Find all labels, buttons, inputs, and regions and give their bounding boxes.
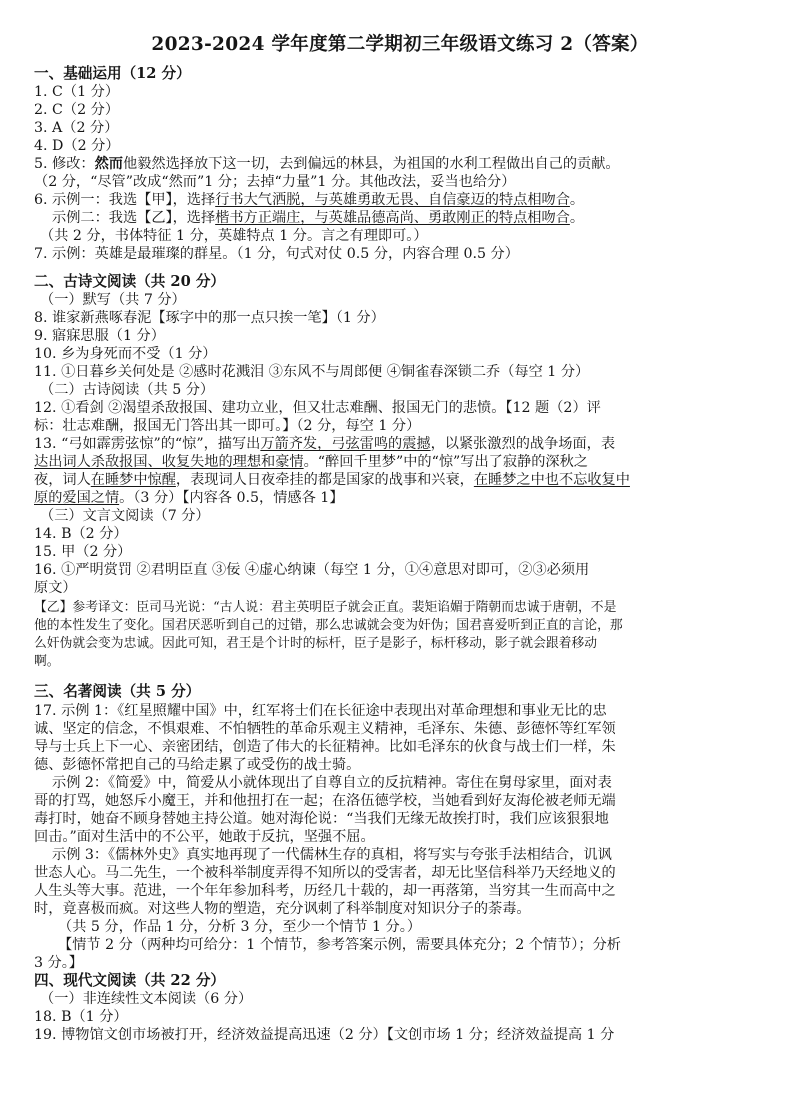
q13-l1-text-b: ，以紧张激烈的战争场面，表 (430, 436, 616, 452)
answer-q9: 9. 寤寐思服（1 分） (34, 328, 165, 344)
answer-q6-example-2 (52, 209, 800, 227)
answer-q12-line-2: 标：壮志难酬，报国无门答出其一即可。】（2 分，每空 1 分） (34, 418, 421, 434)
q13-l4-text: 。（3 分）【内容各 0.5，情感各 1】 (119, 490, 344, 506)
answer-q19: 19. 博物馆文创市场被打开，经济效益提高迅速（2 分）【文创市场 1 分；经济效益提高 1 分 (34, 1027, 615, 1043)
answer-q14: 14. B（2 分） (34, 526, 128, 542)
answer-q2: 2. C（2 分） (34, 102, 120, 118)
q6-example-1-prefix: 6. 示例一：我选【甲】，选择 (34, 192, 216, 208)
answer-q11: 11. ①日暮乡关何处是 ②感时花溅泪 ③东风不与周郎便 ④铜雀春深锁二乔（每空 1 分） (34, 364, 590, 380)
answer-q16-line-1: 16. ①严明赏罚 ②君明臣直 ③佞 ④虚心纳谏（每空 1 分，①④意思对即可，②③必须用 (34, 562, 590, 578)
q6-example-2-underlined: 楷书方正端庄，与英雄品德高尚、勇敢刚正的特点相吻合 (215, 210, 570, 226)
section-4-heading: 四、现代文阅读（共 22 分） (34, 972, 226, 989)
example-3-line-4: 时，竟喜极而疯。对这些人物的塑造，充分讽刺了科举制度对知识分子的荼毒。 (34, 901, 531, 917)
q13-l2-underlined: 达出词人杀敌报国、收复失地的理想和豪情 (34, 454, 304, 470)
q13-l3-text-a: 夜，词人 (34, 472, 91, 488)
translation-line-4: 啊。 (34, 654, 60, 669)
answer-q16-line-2: 原文） (34, 580, 77, 596)
answer-q7: 7. 示例：英雄是最璀璨的群星。（1 分，句式对仗 0.5 分，内容合理 0.5 分） (34, 246, 519, 262)
section-2-sub-2: （二）古诗阅读（共 5 分） (40, 382, 215, 398)
example-3-line-2: 世态人心。马二先生，一个被科举制度弄得不知所以的受害者，却无比坚信科举乃天经地义的 (34, 865, 616, 881)
example-2-line-4: 回击。”面对生活中的不公平，她敢于反抗，坚强不屈。 (34, 829, 375, 845)
q13-l4-underlined: 原的爱国之情 (34, 490, 120, 506)
q6-example-1-underlined: 行书大气洒脱，与英雄勇敢无畏、自信豪迈的特点相吻合 (215, 192, 570, 208)
section-4-sub-1: （一）非连续性文本阅读（6 分） (40, 991, 253, 1007)
q13-l1-text-a: 13. “弓如霹雳弦惊”的“惊”，描写出 (34, 436, 261, 452)
answer-q1: 1. C（1 分） (34, 84, 120, 100)
example-2-line-2: 哥的打骂，她怒斥小魔王，并和他扭打在一起；在洛伍德学校，当她看到好友海伦被老师无端 (34, 793, 616, 809)
q13-l3-underlined: 在睡梦中惊醒 (90, 472, 176, 488)
section-3-note-2-line-2: 3 分。】 (34, 955, 83, 971)
q13-l1-underlined: 万箭齐发，弓弦雷鸣的震撼 (260, 436, 431, 452)
section-2-heading: 二、古诗文阅读（共 20 分） (34, 273, 226, 290)
translation-line-3: 么奸伪就会变为忠诚。因此可知，君王是个计时的标杆，臣子是影子，标杆移动，影子就会跟着移动 (34, 636, 598, 651)
answer-q13-line-1 (34, 435, 786, 453)
translation-line-1: 【乙】参考译文：臣司马光说：“古人说：君主英明臣子就会正直。裴矩谄媚于隋朝而忠诚于唐朝，不是 (34, 600, 617, 615)
translation-line-2: 他的本性发生了变化。国君厌恶听到自己的过错，那么忠诚就会变为奸伪；国君喜爱听到正直的言论，那 (34, 618, 623, 633)
example-1-line-2: 诚、坚定的信念，不惧艰难、不怕牺牲的革命乐观主义精神，毛泽东、朱德、彭德怀等红军领 (34, 721, 616, 737)
example-2-line-1: 示例 2：《简爱》中，简爱从小就体现出了自尊自立的反抗精神。寄住在舅母家里，面对表 (52, 775, 612, 791)
q5-sentence: 他毅然选择放下这一切，去到偏远的林县，为祖国的水利工程做出自己的贡献。 (123, 156, 620, 172)
example-1-line-3: 导与士兵上下一心、亲密团结，创造了伟大的长征精神。比如毛泽东的伙食与战士们一样，朱 (34, 739, 616, 755)
answer-q6-example-1 (34, 191, 786, 209)
section-3-heading: 三、名著阅读（共 5 分） (34, 683, 201, 700)
q13-l3-underlined-2: 在睡梦之中也不忘收复中 (473, 472, 630, 488)
answer-q18: 18. B（1 分） (34, 1009, 128, 1025)
q6-example-2-prefix: 示例二：我选【乙】，选择 (52, 210, 216, 226)
answer-q3: 3. A（2 分） (34, 120, 119, 136)
answer-q6-note: （共 2 分，书体特征 1 分，英雄特点 1 分。言之有理即可。） (40, 228, 428, 244)
section-3-note-2-line-1: 【情节 2 分（两种均可给分：1 个情节，参考答案示例，需要具体充分；2 个情节）；分析 (58, 937, 621, 953)
q6-example-1-end: 。 (569, 192, 585, 208)
example-3-line-3: 人生头等大事。范进，一个年年参加科考，历经几十载的，却一再落第，当穷其一生而高中之 (34, 883, 616, 899)
answer-q12-line-1: 12. ①看剑 ②渴望杀敌报国、建功立业，但又壮志难酬、报国无门的悲愤。【12 题（2）评 (34, 400, 601, 416)
section-3-note-1: （共 5 分，作品 1 分，分析 3 分，至少一个情节 1 分。） (58, 919, 422, 935)
answer-q15: 15. 甲（2 分） (34, 544, 132, 560)
answer-q13-line-3 (34, 471, 786, 489)
section-1-heading: 一、基础运用（12 分） (34, 65, 191, 82)
example-1-line-4: 德、彭德怀常把自己的马给走累了或受伤的战士骑。 (34, 757, 361, 773)
example-1-line-1: 17. 示例 1：《红星照耀中国》中，红军将士们在长征途中表现出对革命理想和事业无比的忠 (34, 703, 607, 719)
example-2-line-3: 毒打时，她奋不顾身替她主持公道。她对海伦说：“当我们无缘无故挨打时，我们应该狠狠地 (34, 811, 609, 827)
q5-bold-word: 然而 (94, 156, 123, 172)
document-title: 2023-2024 学年度第二学期初三年级语文练习 2（答案） (151, 34, 649, 55)
q13-l2-text: 。“醉回千里梦”中的“惊”写出了寂静的深秋之 (303, 454, 588, 470)
section-2-sub-3: （三）文言文阅读（7 分） (40, 508, 210, 524)
section-2-sub-1: （一）默写（共 7 分） (40, 292, 186, 308)
answer-q13-line-2 (34, 453, 786, 471)
answer-q13-line-4 (34, 489, 786, 507)
q6-example-2-end: 。 (569, 210, 585, 226)
q13-l3-text-b: ，表现词人日夜牵挂的都是国家的战事和兴衰， (175, 472, 474, 488)
answer-q8: 8. 谁家新燕啄春泥【琢字中的那一点只挨一笔】（1 分） (34, 310, 385, 326)
answer-q4: 4. D（2 分） (34, 138, 120, 154)
answer-q5-note: （2 分，“尽管”改成“然而”1 分；去掉“力量”1 分。其他改法，妥当也给分） (34, 174, 516, 190)
q5-label: 5. 修改： (34, 156, 95, 172)
answer-q10: 10. 乡为身死而不受（1 分） (34, 346, 217, 362)
answer-q5 (34, 155, 786, 173)
example-3-line-1: 示例 3：《儒林外史》真实地再现了一代儒林生存的真相，将写实与夸张手法相结合，讥讽 (52, 847, 612, 863)
